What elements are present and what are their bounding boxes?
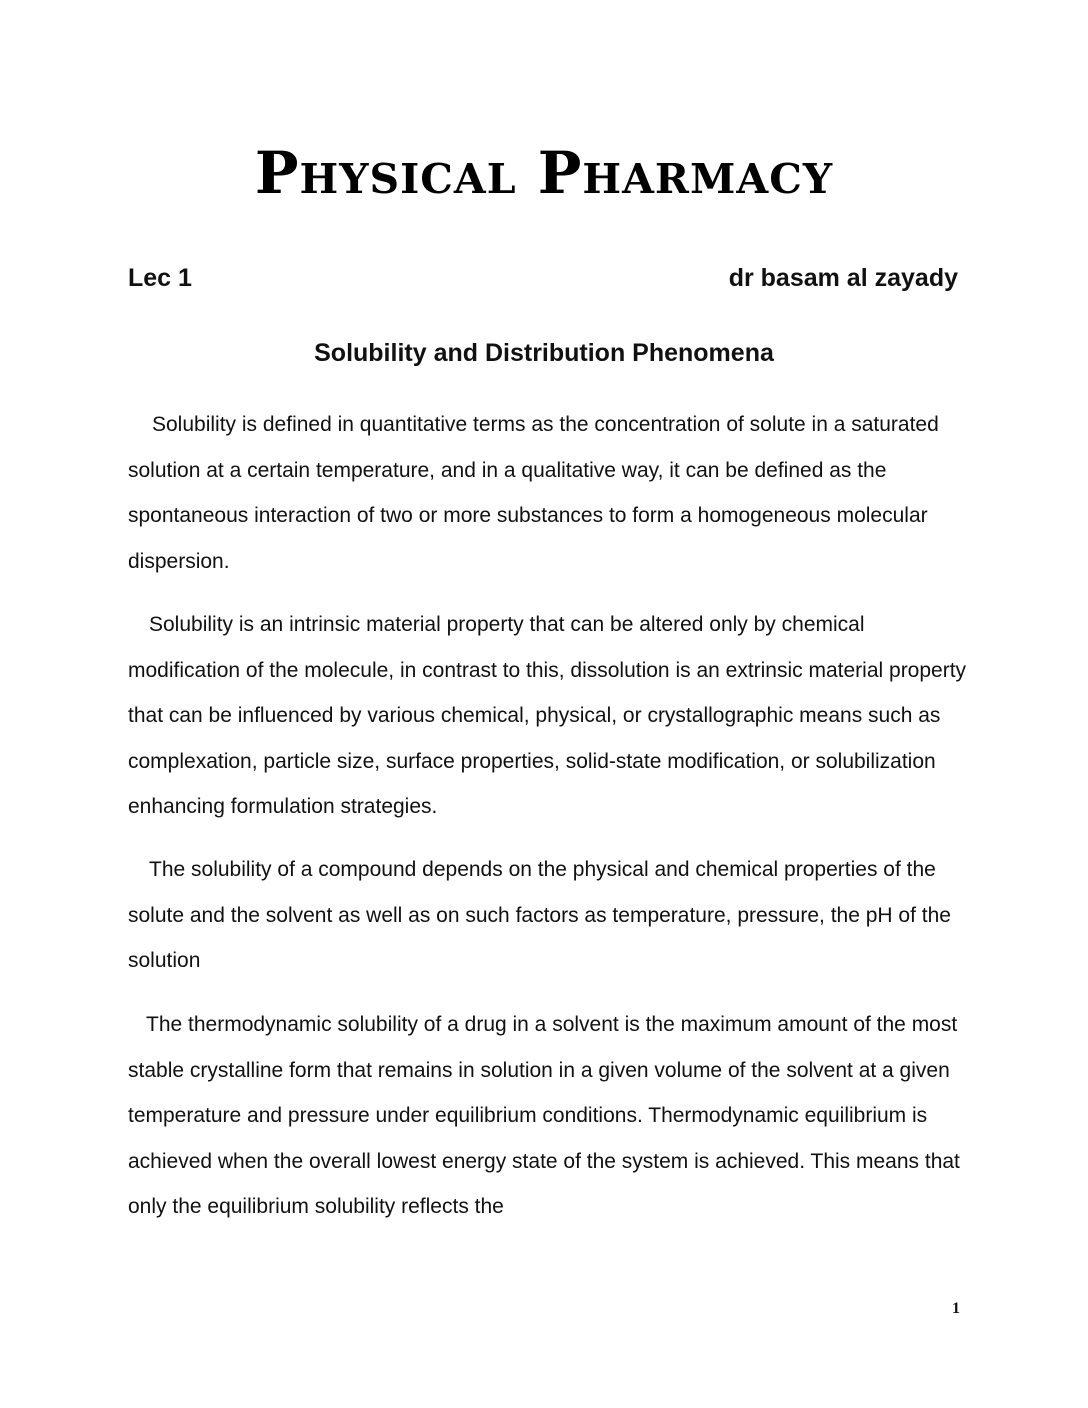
paragraph-3: The solubility of a compound depends on the physical and chemical properties of the solute and the solvent as well as on such factors as temperature, pressure, the pH of the solution xyxy=(128,858,951,972)
paragraph-4: The thermodynamic solubility of a drug in a solvent is the maximum amount of the most stable crystalline form that remains in solution in a given volume of the solvent at a given temperature and pressure under equilibrium conditions. Thermodynamic equilibrium is achieved when the overall lowest energy state of the system is achieved. This means that only the equilibrium solubility reflects the xyxy=(128,1013,960,1218)
section-title: Solubility and Distribution Phenomena xyxy=(314,339,774,367)
page-number: 1 xyxy=(952,1300,960,1317)
document-title: Physical Pharmacy xyxy=(254,139,834,207)
paragraph-1: Solubility is defined in quantitative terms as the concentration of solute in a saturated solution at a certain temperature, and in a qualitative way, it can be defined as the spontaneous interaction of two or more substances to form a homogeneous molecular dispersion. xyxy=(128,413,939,573)
paragraph-2: Solubility is an intrinsic material property that can be altered only by chemical modification of the molecule, in contrast to this, dissolution is an extrinsic material property that can be influenced by various chemical, physical, or crystallographic means such as complexation, particle size, surface properties, solid-state modification, or solubilization enhancing formulation strategies. xyxy=(128,613,967,818)
author-name: dr basam al zayady xyxy=(728,264,958,292)
lecture-number: Lec 1 xyxy=(128,264,192,292)
